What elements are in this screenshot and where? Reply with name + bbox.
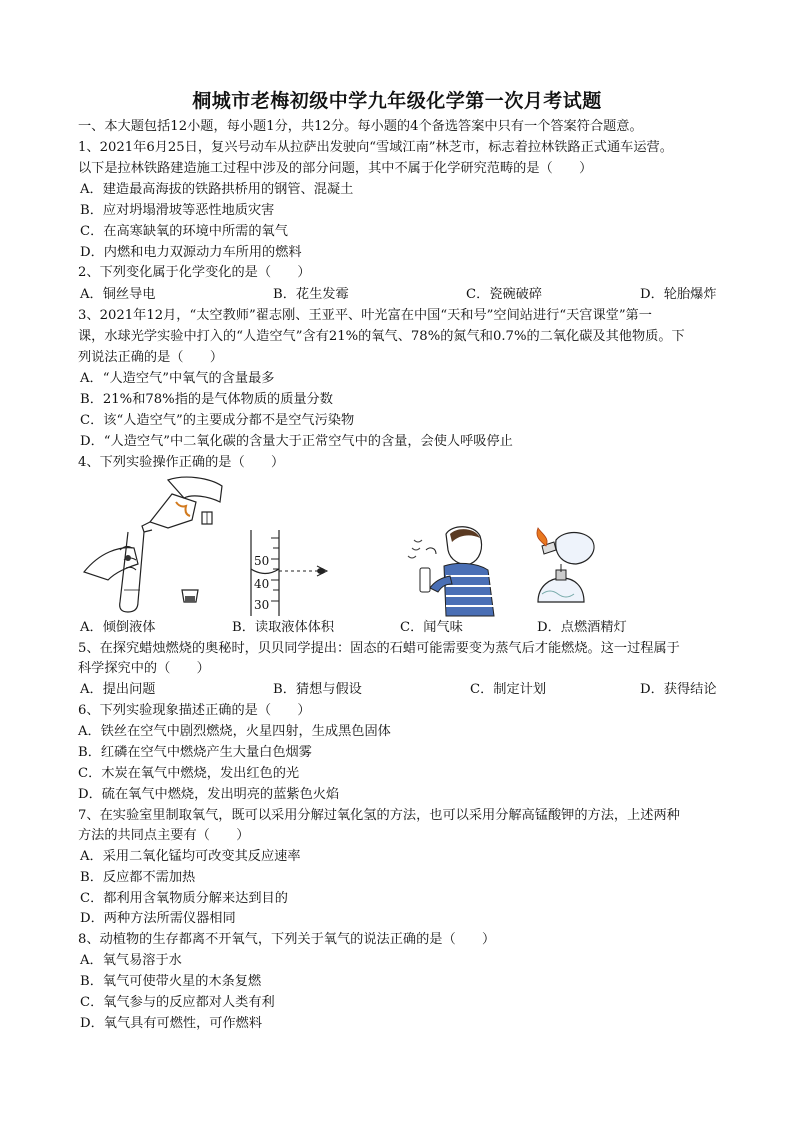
q2-option-d: D．轮胎爆炸: [640, 287, 717, 302]
q6-option-d: D．硫在氧气中燃烧，发出明亮的蓝紫色火焰: [78, 787, 340, 802]
q1-stem-line1: 1、2021年6月25日，复兴号动车从拉萨出发驶向“雪域江南”林芝市，标志着拉林铁路正式通车运营。: [78, 140, 673, 155]
q8-option-b: B．氧气可使带火星的木条复燃: [80, 974, 262, 989]
cylinder-label-40: 40: [254, 577, 270, 591]
q2-option-a: A．铜丝导电: [80, 287, 156, 302]
q4-option-d: D．点燃酒精灯: [537, 620, 627, 635]
smelling-gas-figure: [400, 520, 500, 620]
q2-stem: 2、下列变化属于化学变化的是（ ）: [78, 265, 311, 280]
page-title: 桐城市老梅初级中学九年级化学第一次月考试题: [192, 90, 602, 112]
q3-option-a: A．“人造空气”中氧气的含量最多: [80, 371, 275, 386]
cylinder-label-30: 30: [254, 598, 270, 612]
q1-option-a: A．建造最高海拔的铁路拱桥用的钢管、混凝土: [80, 182, 354, 197]
cylinder-label-50: 50: [254, 554, 270, 568]
q5-option-a: A．提出问题: [80, 682, 156, 697]
q5-option-c: C．制定计划: [470, 682, 547, 697]
q4-option-c: C．闻气味: [400, 620, 463, 635]
section-heading: 一、本大题包括12小题，每小题1分，共12分。每小题的4个备选答案中只有一个答案符合题意。: [78, 119, 643, 134]
q3-stem-line1: 3、2021年12月，“太空教师”翟志刚、王亚平、叶光富在中国“天和号”空间站进行“天宫课堂”第一: [78, 308, 652, 323]
q8-stem: 8、动植物的生存都离不开氧气，下列关于氧气的说法正确的是（ ）: [78, 932, 496, 947]
q4-option-b: B．读取液体体积: [232, 620, 335, 635]
q5-stem-line2: 科学探究中的（ ）: [78, 661, 210, 676]
q2-option-c: C．瓷碗破碎: [466, 287, 543, 302]
q4-option-a: A．倾倒液体: [80, 620, 156, 635]
graduated-cylinder-figure: [235, 528, 355, 618]
q7-option-b: B．反应都不需加热: [80, 870, 196, 885]
q6-option-c: C．木炭在氧气中燃烧，发出红色的光: [78, 766, 300, 781]
pouring-liquid-figure: [80, 472, 230, 617]
q7-stem-line1: 7、在实验室里制取氧气，既可以采用分解过氧化氢的方法，也可以采用分解高锰酸钾的方法，上述两种: [78, 808, 680, 823]
q5-option-b: B．猜想与假设: [273, 682, 362, 697]
q3-option-c: C．该“人造空气”的主要成分都不是空气污染物: [80, 413, 355, 428]
q2-option-b: B．花生发霉: [273, 287, 349, 302]
q6-stem: 6、下列实验现象描述正确的是（ ）: [78, 703, 311, 718]
q5-stem-line1: 5、在探究蜡烛燃烧的奥秘时，贝贝同学提出：固态的石蜡可能需要变为蒸气后才能燃烧。这一过程属于: [78, 641, 680, 656]
q1-option-d: D．内燃和电力双源动力车所用的燃料: [80, 245, 302, 260]
q6-option-a: A．铁丝在空气中剧烈燃烧，火星四射，生成黑色固体: [78, 724, 391, 739]
q8-option-d: D．氧气具有可燃性，可作燃料: [80, 1016, 263, 1031]
q3-stem-line2: 课，水球光学实验中打入的“人造空气”含有21%的氧气、78%的氮气和0.7%的二氧化碳及其他物质。下: [78, 329, 685, 344]
q7-option-a: A．采用二氧化锰均可改变其反应速率: [80, 849, 301, 864]
q8-option-c: C．氧气参与的反应都对人类有利: [80, 995, 275, 1010]
q3-stem-line3: 列说法正确的是（ ）: [78, 350, 224, 365]
q1-option-b: B．应对坍塌滑坡等恶性地质灾害: [80, 203, 275, 218]
q6-option-b: B．红磷在空气中燃烧产生大量白色烟雾: [78, 745, 312, 760]
q7-stem-line2: 方法的共同点主要有（ ）: [78, 828, 250, 843]
q3-option-d: D．“人造空气”中二氧化碳的含量大于正常空气中的含量，会使人呼吸停止: [80, 434, 513, 449]
q8-option-a: A．氧气易溶于水: [80, 953, 182, 968]
q5-option-d: D．获得结论: [640, 682, 717, 697]
alcohol-lamp-figure: [528, 520, 608, 620]
q7-option-c: C．都利用含氧物质分解来达到目的: [80, 891, 288, 906]
q3-option-b: B．21%和78%指的是气体物质的质量分数: [80, 392, 333, 407]
q4-stem: 4、下列实验操作正确的是（ ）: [78, 455, 285, 470]
q7-option-d: D．两种方法所需仪器相同: [80, 911, 236, 926]
q1-option-c: C．在高寒缺氧的环境中所需的氧气: [80, 224, 288, 239]
q1-stem-line2: 以下是拉林铁路建造施工过程中涉及的部分问题，其中不属于化学研究范畴的是（ ）: [78, 161, 593, 176]
